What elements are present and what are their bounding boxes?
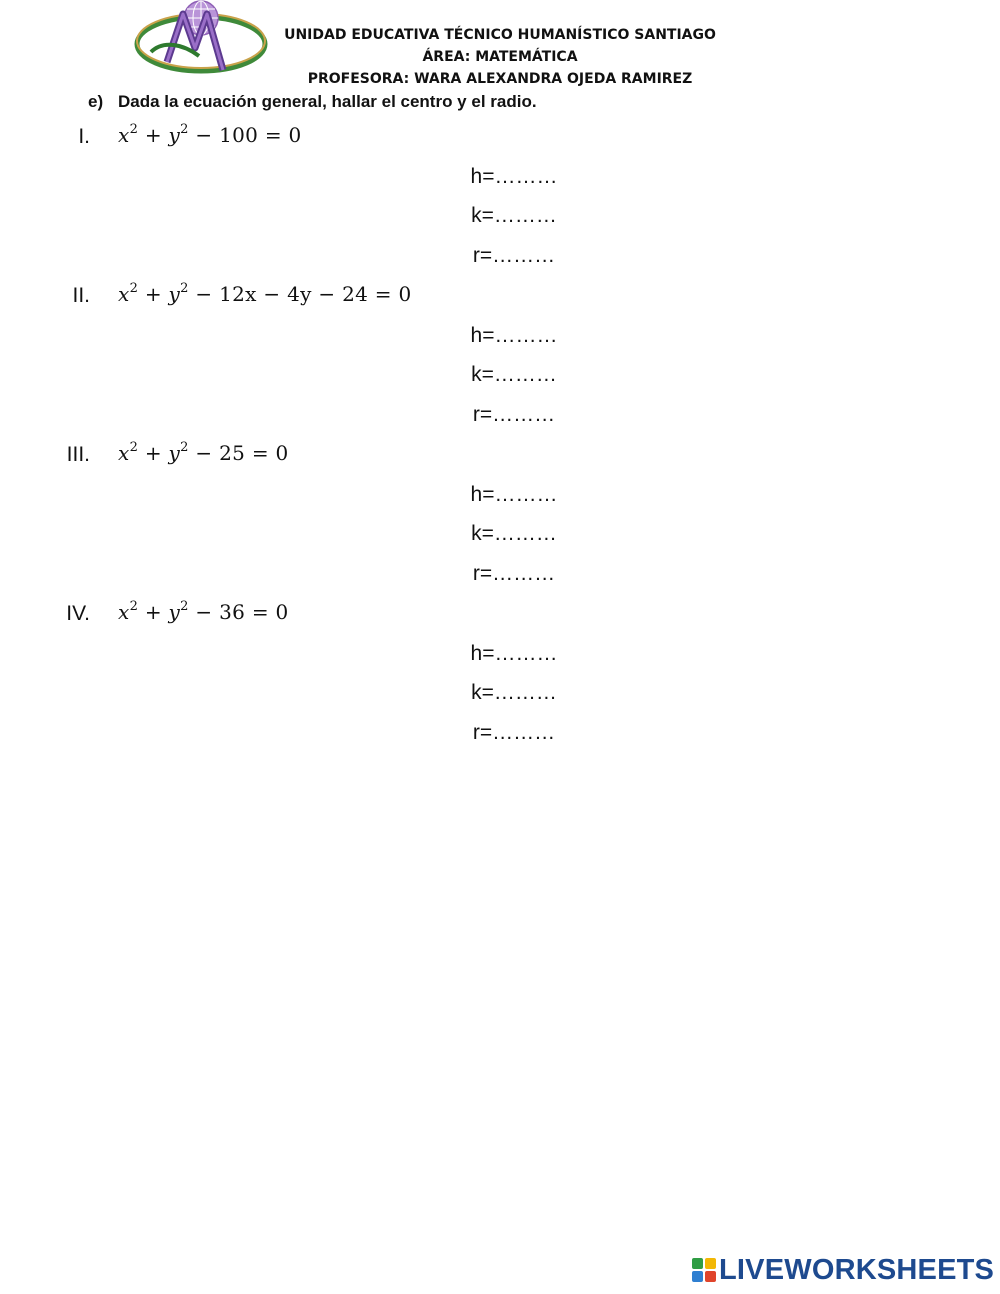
answer-h-field[interactable]: h=……… — [470, 483, 558, 506]
instruction-text: Dada la ecuación general, hallar el centro y el radio. — [118, 92, 537, 111]
answer-r-field[interactable]: r=……… — [472, 403, 556, 426]
subject-area: ÁREA: MATEMÁTICA — [422, 49, 578, 65]
answer-k-field[interactable]: k=……… — [471, 681, 557, 704]
instruction-marker: e) — [88, 92, 104, 111]
liveworksheets-logo — [692, 1254, 995, 1286]
equation: $x^2 + y^2 - 100 = 0$ — [118, 122, 302, 147]
problem-numeral: I. — [78, 125, 90, 148]
liveworksheets-icon — [692, 1258, 716, 1282]
school-name: UNIDAD EDUCATIVA TÉCNICO HUMANÍSTICO SANTIAGO — [284, 27, 716, 43]
answer-h-field[interactable]: h=……… — [470, 324, 558, 347]
answer-k-field[interactable]: k=……… — [471, 522, 557, 545]
answer-k-field[interactable]: k=……… — [471, 204, 557, 227]
answer-h-field[interactable]: h=……… — [470, 642, 558, 665]
problem-numeral: II. — [72, 284, 90, 307]
equation: $x^2 + y^2 - 25 = 0$ — [118, 440, 289, 465]
answer-r-field[interactable]: r=……… — [472, 562, 556, 585]
answer-r-field[interactable]: r=……… — [472, 721, 556, 744]
answer-k-field[interactable]: k=……… — [471, 363, 557, 386]
problem-numeral: III. — [66, 443, 90, 466]
equation: $x^2 + y^2 - 12x - 4y - 24 = 0$ — [118, 281, 412, 306]
document-header — [270, 24, 730, 90]
instruction — [88, 92, 537, 112]
teacher-name: PROFESORA: WARA ALEXANDRA OJEDA RAMIREZ — [307, 71, 693, 87]
answer-h-field[interactable]: h=……… — [470, 165, 558, 188]
liveworksheets-wordmark: LIVEWORKSHEETS — [719, 1254, 995, 1286]
equation: $x^2 + y^2 - 36 = 0$ — [118, 599, 289, 624]
school-logo — [133, 0, 269, 82]
answer-r-field[interactable]: r=……… — [472, 244, 556, 267]
problem-numeral: IV. — [66, 602, 90, 625]
